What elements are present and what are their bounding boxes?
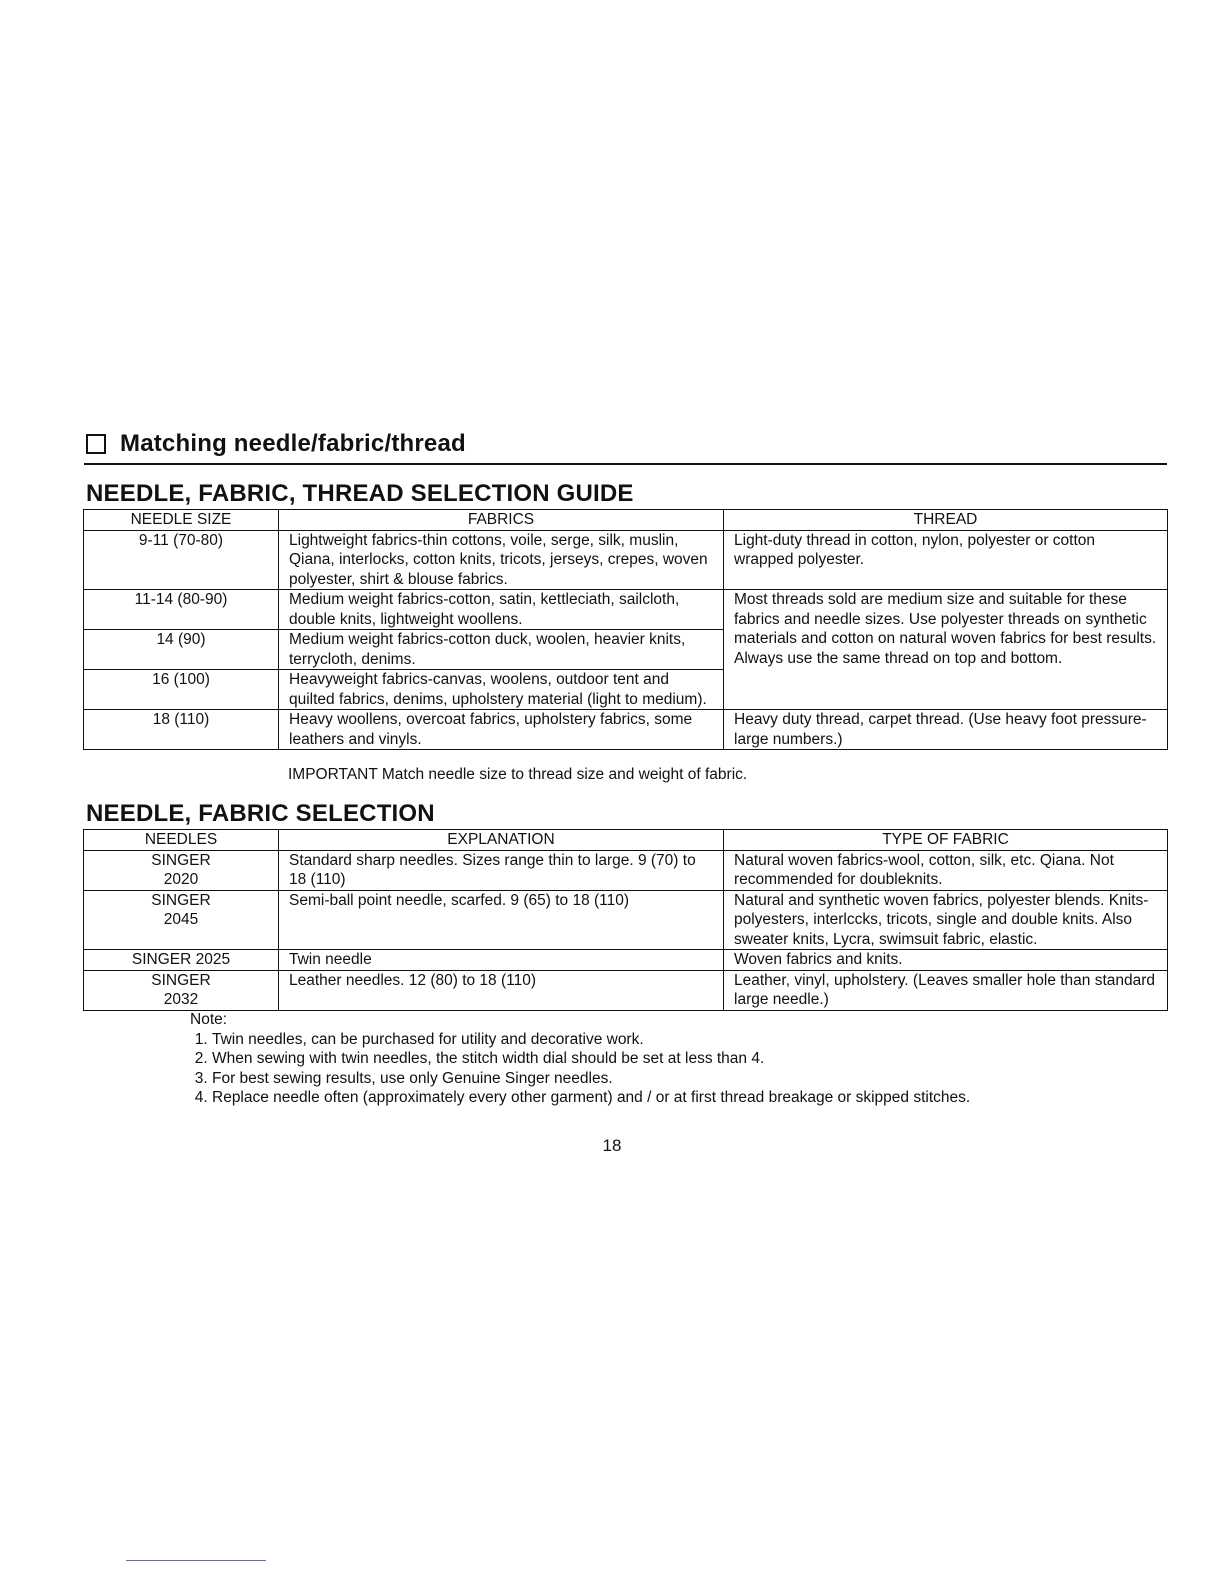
table-row <box>84 530 1168 590</box>
guide2-title: NEEDLE, FABRIC SELECTION <box>86 800 435 827</box>
needle-cell <box>84 850 279 890</box>
header-type-of-fabric: TYPE OF FABRIC <box>724 830 1168 851</box>
section-divider <box>84 463 1167 465</box>
needle-fabric-selection-table <box>83 829 1168 1011</box>
needle-size-cell: 18 (110) <box>84 710 279 750</box>
footer-divider <box>126 1560 266 1561</box>
thread-cell: Heavy duty thread, carpet thread. (Use heavy foot pressure- large numbers.) <box>724 710 1168 750</box>
explanation-cell: Standard sharp needles. Sizes range thin to large. 9 (70) to 18 (110) <box>279 850 724 890</box>
fabrics-cell: Heavy woollens, overcoat fabrics, upholstery fabrics, some leathers and vinyls. <box>279 710 724 750</box>
header-fabrics: FABRICS <box>279 510 724 531</box>
header-explanation: EXPLANATION <box>279 830 724 851</box>
fabrics-cell: Medium weight fabrics-cotton, satin, kettleciath, sailcloth, double knits, lightweight woollens. <box>279 590 724 630</box>
thread-cell: Light-duty thread in cotton, nylon, polyester or cotton wrapped polyester. <box>724 530 1168 590</box>
fabrics-cell: Lightweight fabrics-thin cottons, voile, serge, silk, muslin, Qiana, interlocks, cotton knits, tricots, jerseys, crepes, woven polyester, shirt & blouse fabrics. <box>279 530 724 590</box>
fabric-type-cell: Leather, vinyl, upholstery. (Leaves smaller hole than standard large needle.) <box>724 970 1168 1010</box>
fabric-type-cell: Natural woven fabrics-wool, cotton, silk, etc. Qiana. Not recommended for doubleknits. <box>724 850 1168 890</box>
table-row <box>84 950 1168 971</box>
needle-name: SINGER <box>151 851 211 869</box>
needle-cell: SINGER 2025 <box>84 950 279 971</box>
needle-size-cell: 9-11 (70-80) <box>84 530 279 590</box>
needle-number: 2020 <box>163 871 199 888</box>
important-note: IMPORTANT Match needle size to thread size and weight of fabric. <box>288 766 748 783</box>
fabric-type-cell: Woven fabrics and knits. <box>724 950 1168 971</box>
page-number: 18 <box>602 1136 622 1155</box>
list-item: 3. For best sewing results, use only Genuine Singer needles. <box>212 1069 970 1089</box>
table-row <box>84 890 1168 950</box>
table-row <box>84 970 1168 1010</box>
list-item: 2. When sewing with twin needles, the stitch width dial should be set at less than 4. <box>212 1049 970 1069</box>
table-header-row <box>84 510 1168 531</box>
fabrics-cell: Medium weight fabrics-cotton duck, woolen, heavier knits, terrycloth, denims. <box>279 630 724 670</box>
needle-cell <box>84 890 279 950</box>
table-row <box>84 710 1168 750</box>
needle-size-cell: 14 (90) <box>84 630 279 670</box>
table-row <box>84 590 1168 630</box>
notes-section <box>190 1010 970 1108</box>
needle-cell <box>84 970 279 1010</box>
header-needle-size: NEEDLE SIZE <box>84 510 279 531</box>
explanation-cell: Leather needles. 12 (80) to 18 (110) <box>279 970 724 1010</box>
table-row <box>84 850 1168 890</box>
section-title: Matching needle/fabric/thread <box>120 430 466 457</box>
needle-name: SINGER <box>151 971 211 989</box>
needle-name: SINGER <box>151 891 211 909</box>
list-item: 1. Twin needles, can be purchased for utility and decorative work. <box>212 1030 970 1050</box>
notes-list <box>190 1030 970 1108</box>
shared-thread-cell: Most threads sold are medium size and suitable for these fabrics and needle sizes. Use polyester threads on synthetic materials and cotton on natural woven fabrics for best results. Always use the same thread on top and bottom. <box>724 590 1168 710</box>
table-header-row <box>84 830 1168 851</box>
fabric-type-cell: Natural and synthetic woven fabrics, polyester blends. Knits-polyesters, interlccks, tricots, single and double knits. Also sweater knits, Lycra, swimsuit fabric, elastic. <box>724 890 1168 950</box>
notes-label: Note: <box>190 1011 228 1028</box>
needle-size-cell: 16 (100) <box>84 670 279 710</box>
header-needles: NEEDLES <box>84 830 279 851</box>
section-heading <box>86 430 466 458</box>
explanation-cell: Semi-ball point needle, scarfed. 9 (65) to 18 (110) <box>279 890 724 950</box>
header-thread: THREAD <box>724 510 1168 531</box>
needle-size-cell: 11-14 (80-90) <box>84 590 279 630</box>
needle-number: 2032 <box>163 991 199 1008</box>
list-item: 4. Replace needle often (approximately every other garment) and / or at first thread breakage or skipped stitches. <box>212 1088 970 1108</box>
needle-number: 2045 <box>163 911 199 928</box>
fabrics-cell: Heavyweight fabrics-canvas, woolens, outdoor tent and quilted fabrics, denims, upholstery material (light to medium). <box>279 670 724 710</box>
checkbox-icon <box>86 434 106 454</box>
guide1-title: NEEDLE, FABRIC, THREAD SELECTION GUIDE <box>86 480 634 507</box>
needle-fabric-thread-table <box>83 509 1168 750</box>
explanation-cell: Twin needle <box>279 950 724 971</box>
